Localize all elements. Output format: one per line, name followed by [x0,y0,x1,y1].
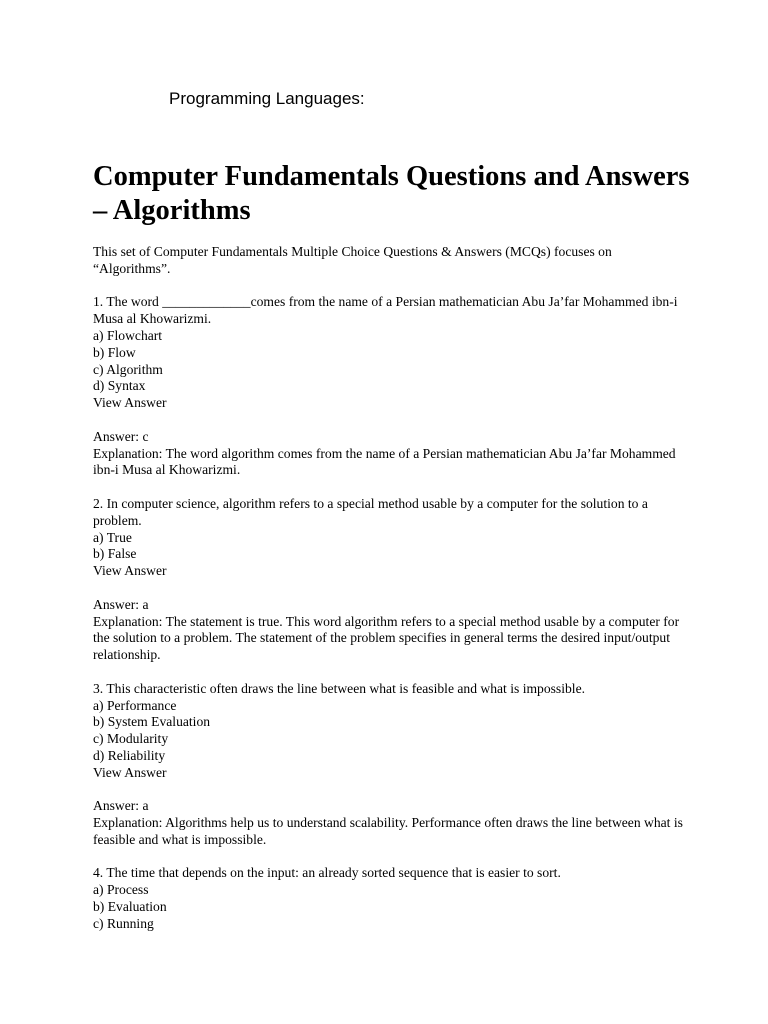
option-c: c) Algorithm [93,361,163,377]
question-text: 2. In computer science, algorithm refers to a special method usable by a computer for the solution to a problem. [93,495,648,528]
question-text: 4. The time that depends on the input: an already sorted sequence that is easier to sort. [93,865,561,881]
answer-text: Answer: a [93,596,149,612]
question-block-2 [93,496,683,681]
option-a: a) True [93,529,132,545]
question-block-4 [93,865,683,932]
option-a: a) Process [93,882,149,898]
explanation-text: Explanation: Algorithms help us to understand scalability. Performance often draws the line between what is feasible and what is impossible. [93,815,683,847]
view-answer-link[interactable]: View Answer [93,764,167,780]
question-block-3 [93,681,683,866]
option-d: d) Syntax [93,378,146,394]
question-text: 3. This characteristic often draws the line between what is feasible and what is impossible. [93,680,586,696]
option-c: c) Modularity [93,731,169,747]
question-block-1 [93,294,683,496]
option-b: b) False [93,546,137,562]
view-answer-link[interactable]: View Answer [93,563,167,579]
option-b: b) Evaluation [93,899,167,915]
section-heading: Programming Languages: [169,89,365,108]
answer-text: Answer: a [93,798,149,814]
explanation-text: Explanation: The word algorithm comes from the name of a Persian mathematician Abu Ja’far Mohammed ibn-i Musa al Khowarizmi. [93,445,676,478]
view-answer-link[interactable]: View Answer [93,395,167,411]
page-title: Computer Fundamentals Questions and Answers – Algorithms [93,161,690,226]
answer-text: Answer: c [93,428,149,444]
option-b: b) Flow [93,344,136,360]
explanation-text: Explanation: The statement is true. This word algorithm refers to a special method usable by a computer for the solution to a problem. The statement of the problem specifies in general terms the desired input/output relationship. [93,613,680,663]
document-body [93,244,683,933]
option-a: a) Performance [93,697,177,713]
option-a: a) Flowchart [93,327,163,343]
option-b: b) System Evaluation [93,714,211,730]
option-d: d) Reliability [93,747,166,763]
question-text: 1. The word _____________comes from the name of a Persian mathematician Abu Ja’far Mohammed ibn-i Musa al Khowarizmi. [93,294,678,327]
option-c: c) Running [93,915,154,931]
intro-paragraph: This set of Computer Fundamentals Multiple Choice Questions & Answers (MCQs) focuses on “Algorithms”. [93,244,612,276]
